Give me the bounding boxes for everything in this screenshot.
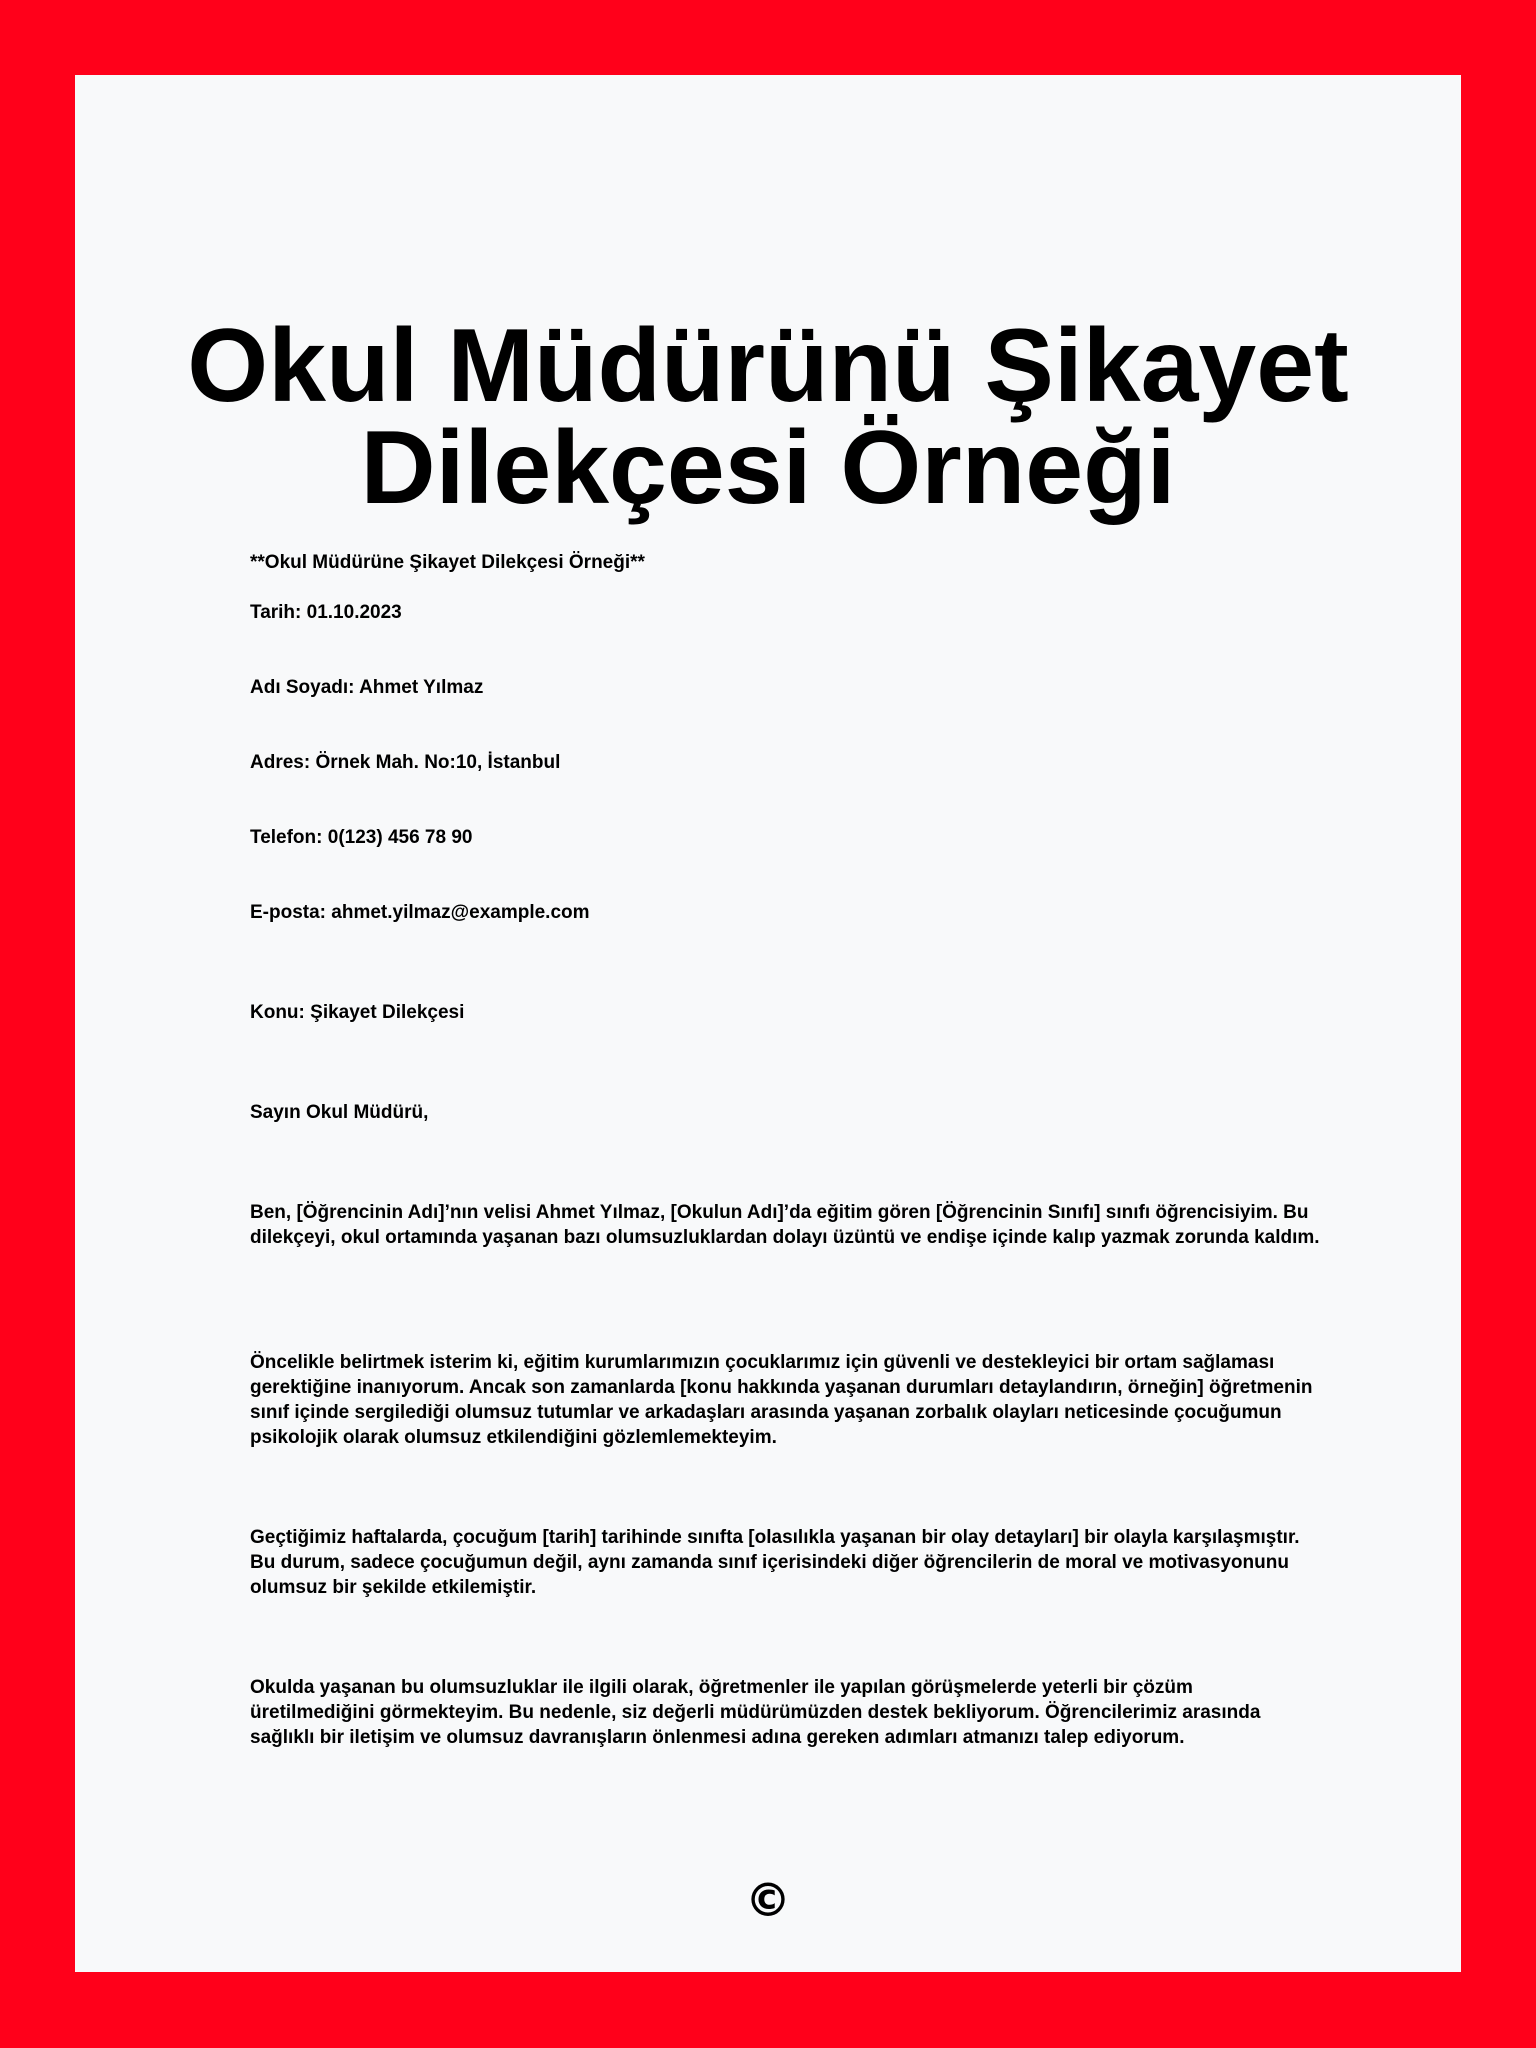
letter-heading: **Okul Müdürüne Şikayet Dilekçesi Örneği** (250, 552, 645, 573)
address-line: Adres: Örnek Mah. No:10, İstanbul (250, 752, 561, 773)
phone-line: Telefon: 0(123) 456 78 90 (250, 827, 473, 848)
salutation-line: Sayın Okul Müdürü, (250, 1102, 429, 1123)
paragraph-3: Geçtiğimiz haftalarda, çocuğum [tarih] tarihinde sınıfta [olasılıkla yaşanan bir olay detayları] bir olayla karşılaşmıştır. Bu durum, sadece çocuğumun değil, aynı zamanda sınıf içerisindeki diğer öğrencilerin de moral ve motivasyonunu olumsuz bir şekilde etkilemiştir. (250, 1527, 1300, 1598)
document-page (75, 75, 1461, 1972)
paragraph-2: Öncelikle belirtmek isterim ki, eğitim kurumlarımızın çocuklarımız için güvenli ve destekleyici bir ortam sağlaması gerektiğine inanıyorum. Ancak son zamanlarda [konu hakkında yaşanan durumları detaylandırın, örneğin] öğretmenin sınıf içinde sergilediği olumsuz tutumlar ve arkadaşları arasında yaşanan zorbalık olayları neticesinde çocuğumun psikolojik olarak olumsuz etkilendiğini gözlemlemekteyim. (250, 1352, 1313, 1448)
paragraph-1: Ben, [Öğrencinin Adı]’nın velisi Ahmet Yılmaz, [Okulun Adı]’da eğitim gören [Öğrencinin Sınıfı] sınıfı öğrencisiyim. Bu dilekçeyi, okul ortamında yaşanan bazı olumsuzluklardan dolayı üzüntü ve endişe içinde kalıp yazmak zorunda kaldım. (250, 1202, 1320, 1248)
paragraph-4: Okulda yaşanan bu olumsuzluklar ile ilgili olarak, öğretmenler ile yapılan görüşmelerde yeterli bir çözüm üretilmediğini görmekteyim. Bu nedenle, siz değerli müdürümüzden destek bekliyorum. Öğrencilerimiz arasında sağlıklı bir iletişim ve olumsuz davranışların önlenmesi adına gereken adımları atmanızı talep ediyorum. (250, 1677, 1261, 1748)
document-title (75, 308, 1461, 526)
email-line: E-posta: ahmet.yilmaz@example.com (250, 902, 590, 923)
subject-line: Konu: Şikayet Dilekçesi (250, 1002, 465, 1023)
date-line: Tarih: 01.10.2023 (250, 602, 402, 623)
title-line-2: Dilekçesi Örneği (360, 410, 1176, 526)
title-line-1: Okul Müdürünü Şikayet (187, 308, 1349, 424)
name-line: Adı Soyadı: Ahmet Yılmaz (250, 677, 484, 698)
copyright-icon: © (745, 1873, 791, 1927)
